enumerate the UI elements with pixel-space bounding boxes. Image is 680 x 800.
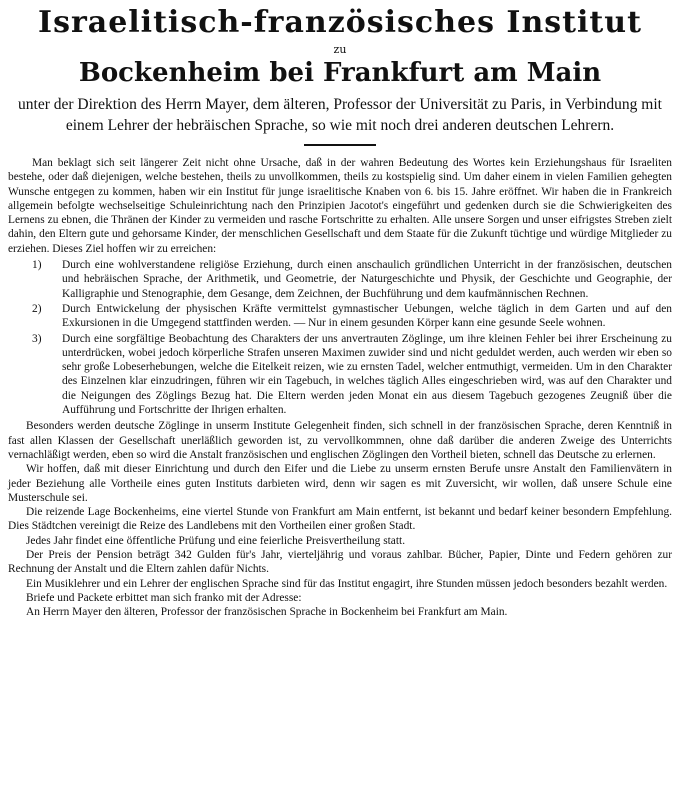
list-text: Durch Entwickelung der physischen Kräfte vermittelst gymnastischer Uebungen, welche täglich in dem Garten und auf den Exkursionen in die Umgegend stattfinden werden. — Nur in einem gesunden Körper kann eine gesunde Seele wohnen. <box>62 302 672 330</box>
zu-connector: zu <box>333 43 347 56</box>
list-number: 3) <box>32 332 42 345</box>
letters-line: Briefe und Packete erbittet man sich franko mit der Adresse: <box>26 591 302 604</box>
paragraph-location: Die reizende Lage Bockenheims, eine viertel Stunde von Frankfurt am Main entfernt, ist bekannt und bedarf keiner besondern Empfehlung. Dies Städtchen vereinigt die Reize des Landlebens mit den Vortheilen einer großen Stadt. <box>8 506 672 533</box>
place-heading: Bockenheim bei Frankfurt am Main <box>78 58 602 88</box>
goals-list <box>32 258 672 417</box>
list-text: Durch eine wohlverstandene religiöse Erziehung, durch einen anschaulich gründlichen Unterricht in der französischen, deutschen und hebräischen Sprache, der Arithmetik, und Geometrie, der Naturgeschichte und Physik, der Geschichte und Geographie, der Kalligraphie und Stenographie, dem Gesange, dem Zeichnen, der Buchführung und dem kaufmännischen Rechnen. <box>62 259 672 300</box>
intro-paragraph: Man beklagt sich seit längerer Zeit nicht ohne Ursache, daß in der wahren Bedeutung des Wortes kein Erziehungshaus für Israeliten bestehe, oder daß diejenigen, welche bestehen, theils zu unvollkommen, theils zu kostspielig sind. Um daher einem in vielen Familien gehegten Wunsche entgegen zu kommen, haben wir ein Institut für junge israelitische Knaben von 6. bis 15. Jahre eröffnet. Wir haben die in Frankreich allgemein befolgte wechselseitige Schuleinrichtung nach den Prinzipien Jacotot's eingeführt und gedenken durch sie die Schwierigkeiten des Lernens zu ebnen, die Thränen der Kinder zu vermeiden und rasche Fortschritte zu erhalten. Alle unsere Sorgen und unser eifrigstes Streben zielt dahin, den Eltern gute und gehorsame Kinder, der menschlichen Gesellschaft und dem Staate für die Zukunft tüchtige und würdige Mitglieder zu erziehen. Dieses Ziel hoffen wir zu erreichen: <box>8 157 672 255</box>
closing-section <box>8 419 672 619</box>
document-body <box>8 156 672 620</box>
institute-title: Israelitisch-französisches Institut <box>38 5 642 40</box>
list-item <box>32 332 672 418</box>
paragraph-languages: Besonders werden deutsche Zöglinge in unserm Institute Gelegenheit finden, sich schnell in der französischen Sprache, deren Kenntniß in fast allen Klassen der Gesellschaft unerläßlich geworden ist, zu vervollkommnen, ohne daß darüber die anderen Zweige des Unterrichts vernachläßigt werden, eben so wird die Anstalt französischen und englischen Zöglingen den Vortheil bieten, schnell das Deutsche zu erlernen. <box>8 420 672 461</box>
list-number: 1) <box>32 259 42 272</box>
list-item <box>32 258 672 301</box>
divider-rule <box>304 144 376 146</box>
paragraph-teachers: Ein Musiklehrer und ein Lehrer der englischen Sprache sind für das Institut engagirt, ihre Stunden müssen jedoch besonders bezahlt werden. <box>26 577 668 590</box>
list-number: 2) <box>32 302 42 315</box>
list-item <box>32 302 672 331</box>
list-text: Durch eine sorgfältige Beobachtung des Charakters der uns anvertrauten Zöglinge, um ihre kleinen Fehler bei ihrer Erscheinung zu unterdrücken, wobei jedoch körperliche Strafen unseren Maximen zuwider sind und nicht geduldet werden, auch werden wir eben so sehr große Lobeserhebungen, welche die Eitelkeit reizen, wie zu ernsten Tadel, welcher entmuthigt, vermeiden. Um in den Charakter des Einzelnen klar einzudringen, führen wir ein Tagebuch, in welches täglich Alles eingeschrieben wird, was auf den Charakter und die Neigungen des Zöglings Bezug hat. Die Eltern werden jeden Monat ein aus diesem Tagebuch gezogenes Zeugniß über die Aufführung und Fortschritte der Ihrigen erhalten. <box>62 332 672 417</box>
direction-subtitle: unter der Direktion des Herrn Mayer, dem älteren, Professor der Universität zu Paris, in Verbindung mit einem Lehrer der hebräischen Sprache, so wie mit noch drei anderen deutschen Lehrern. <box>18 96 662 134</box>
postal-address: An Herrn Mayer den älteren, Professor der französischen Sprache in Bockenheim bei Frankfurt am Main. <box>26 606 508 619</box>
paragraph-hopes: Wir hoffen, daß mit dieser Einrichtung und durch den Eifer und die Liebe zu unserm ernsten Berufe unsre Anstalt den Familienvätern in jeder Beziehung alle Vortheile eines guten Instituts darbieten wird, denn wir sagen es mit Zuversicht, wir wollen, daß unsere Schule eine Musterschule sei. <box>8 463 672 504</box>
paragraph-price: Der Preis der Pension beträgt 342 Gulden für's Jahr, vierteljährig und voraus zahlbar. Bücher, Papier, Dinte und Federn gehören zur Rechnung der Anstalt und die Eltern zahlen dafür Nichts. <box>8 549 672 576</box>
paragraph-examination: Jedes Jahr findet eine öffentliche Prüfung und eine feierliche Preisvertheilung statt. <box>26 534 406 547</box>
